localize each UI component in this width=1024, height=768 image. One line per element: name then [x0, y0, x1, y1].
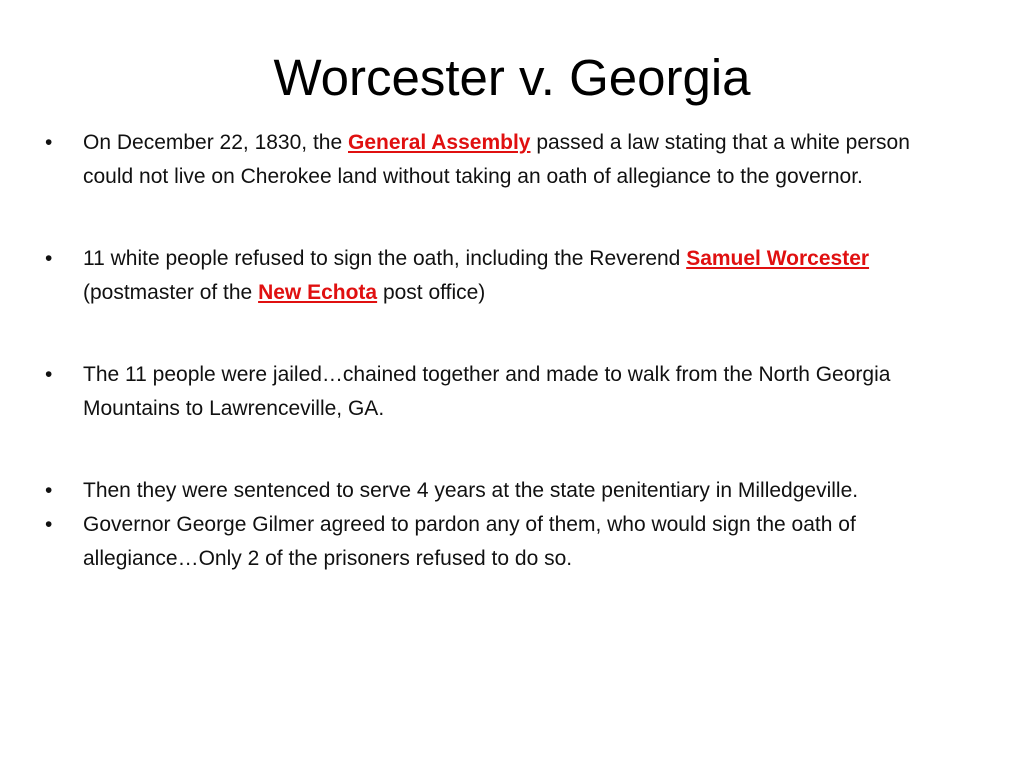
bullet-text: Governor George Gilmer agreed to pardon any of them, who would sign the oath of allegiance…Only 2 of the prisoners refused to do so.: [83, 513, 856, 570]
highlight-new-echota: New Echota: [258, 281, 378, 304]
bullet-item-sentenced: [45, 474, 950, 508]
bullet-text-segment: On December 22, 1830, the: [83, 131, 348, 154]
bullet-marker: •: [45, 513, 53, 536]
bullet-item-pardon: [45, 508, 950, 576]
bullet-text-segment: passed a law stating that a white person could not live on Cherokee land without taking an oath of allegiance to the governor.: [83, 131, 910, 188]
bullet-marker: •: [45, 363, 53, 386]
bullet-text-segment: 11 white people refused to sign the oath, including the Reverend: [83, 247, 687, 270]
bullet-item-general-assembly: [45, 126, 950, 194]
highlight-general-assembly: General Assembly: [348, 131, 531, 154]
bullet-marker: •: [45, 247, 53, 270]
bullet-text: Then they were sentenced to serve 4 years at the state penitentiary in Milledgeville.: [83, 479, 859, 502]
bullet-text: [83, 242, 950, 310]
highlight-samuel-worcester: Samuel Worcester: [686, 247, 870, 270]
slide-title: Worcester v. Georgia: [273, 49, 751, 106]
bullet-text-segment: post office): [377, 281, 486, 304]
bullet-item-samuel-worcester: [45, 242, 950, 310]
bullet-text: [83, 126, 950, 194]
bullet-marker: •: [45, 131, 53, 154]
bullet-text: The 11 people were jailed…chained together and made to walk from the North Georgia Mountains to Lawrenceville, GA.: [83, 363, 891, 420]
bullet-item-jailed: [45, 358, 950, 426]
bullet-text-segment: (postmaster of the: [83, 281, 259, 304]
bullet-marker: •: [45, 479, 53, 502]
bullet-list: [45, 126, 950, 576]
